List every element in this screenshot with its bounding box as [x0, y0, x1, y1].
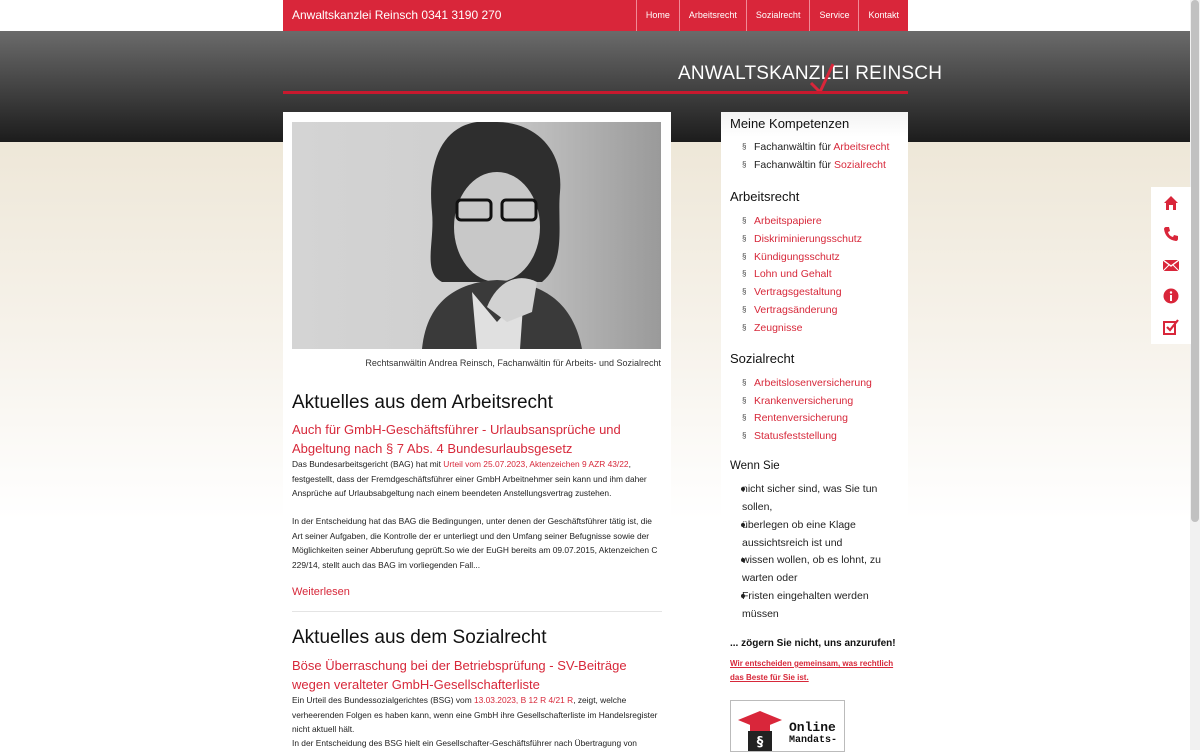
badge-line-1: Online — [789, 720, 836, 735]
text-segment: Ein Urteil des Bundessozialgerichtes (BSG) vom — [292, 695, 474, 705]
paragraph-icon: § — [742, 305, 747, 314]
sidebar — [721, 112, 908, 750]
link-vertragsaenderung[interactable]: Vertragsänderung — [754, 304, 838, 316]
paragraph-icon: § — [742, 252, 747, 261]
text-segment: Fachanwältin für — [754, 159, 834, 171]
online-mandate-badge[interactable] — [730, 700, 845, 752]
bullet-text: nicht sicher sind, was Sie tun sollen, — [742, 483, 878, 513]
paragraph-icon: § — [742, 269, 747, 278]
paragraph-icon: § — [742, 160, 747, 169]
home-icon[interactable] — [1163, 195, 1179, 211]
section-heading-sozialrecht: Aktuelles aus dem Sozialrecht — [292, 627, 547, 648]
link-kuendigungsschutz[interactable]: Kündigungsschutz — [754, 251, 840, 263]
phone-icon[interactable] — [1163, 226, 1179, 242]
call-to-action: ... zögern Sie nicht, uns anzurufen! — [730, 638, 896, 649]
read-more-link[interactable]: Weiterlesen — [292, 586, 350, 598]
bullet-text: wissen wollen, ob es lohnt, zu warten oder — [742, 554, 881, 584]
sidebar-title-arbeitsrecht: Arbeitsrecht — [730, 189, 800, 204]
graduation-cap-icon — [736, 709, 784, 751]
competence-link-sozialrecht[interactable]: Sozialrecht — [833, 159, 886, 171]
paragraph-icon: § — [742, 142, 747, 151]
link-zeugnisse[interactable]: Zeugnisse — [754, 322, 803, 334]
paragraph-icon: § — [742, 378, 747, 387]
ruling-link-1[interactable]: Urteil vom 25.07.2023, Aktenzeichen 9 AZR 43/22 — [443, 459, 629, 469]
paragraph-icon: § — [742, 431, 747, 440]
nav-sozialrecht[interactable]: Sozialrecht — [746, 0, 810, 31]
article-paragraph-2b: In der Entscheidung des BSG hielt ein Gesellschafter-Geschäftsführer nach Übertragung von — [292, 738, 637, 748]
bullet-item — [742, 516, 902, 552]
divider — [292, 611, 662, 612]
badge-line-2: Mandats- — [789, 735, 838, 746]
paragraph-icon: § — [742, 234, 747, 243]
paragraph-icon: § — [742, 287, 747, 296]
ruling-link-2[interactable]: 13.03.2023, B 12 R 4/21 R — [474, 695, 574, 705]
bullet-item — [742, 551, 902, 587]
logo[interactable]: ANWALTSKANZLEI REINSCH — [678, 63, 943, 84]
article-paragraph-1b: In der Entscheidung hat das BAG die Bedingungen, unter denen der Geschäftsführer tätig ist, die Art seiner Aufgaben, die Kontrolle der er unterliegt und den Umfang seiner Befugnisse sowie der Möglichkeiten seiner Abberufung geprüft.So wie der EuGH bereits am 09.07.2015, Aktenzeichen C 229/14, stellt auch das BAG im vorliegenden Fall... — [292, 516, 658, 570]
portrait-caption: Rechtsanwältin Andrea Reinsch, Fachanwältin für Arbeits- und Sozialrecht — [365, 358, 661, 368]
scrollbar-thumb[interactable] — [1191, 0, 1199, 522]
nav-arbeitsrecht[interactable]: Arbeitsrecht — [679, 0, 746, 31]
link-vertragsgestaltung[interactable]: Vertragsgestaltung — [754, 286, 842, 298]
paragraph-icon: § — [742, 396, 747, 405]
sidebar-title-kompetenzen: Meine Kompetenzen — [730, 116, 850, 131]
info-icon[interactable] — [1163, 288, 1179, 304]
link-diskriminierungsschutz[interactable]: Diskriminierungsschutz — [754, 233, 862, 245]
main-content — [283, 112, 671, 750]
brand-phone-text[interactable]: Anwaltskanzlei Reinsch 0341 3190 270 — [292, 8, 502, 22]
mail-icon[interactable] — [1163, 257, 1179, 273]
paragraph-icon: § — [742, 323, 747, 332]
bullet-item — [742, 587, 902, 623]
link-arbeitspapiere[interactable]: Arbeitspapiere — [754, 215, 822, 227]
main-nav — [636, 0, 908, 31]
logo-check-icon — [809, 62, 834, 94]
badge-paragraph-glyph: § — [756, 735, 764, 750]
article-title-2[interactable]: Böse Überraschung bei der Betriebsprüfung - SV-Beiträge wegen veralteter GmbH-Gesellschafterliste — [292, 658, 627, 692]
link-statusfeststellung[interactable]: Statusfeststellung — [754, 430, 837, 442]
text-segment: , festgestellt, dass der Fremdgeschäftsführer einer GmbH Arbeitnehmer sein kann und ihm daher Ansprüche auf Urlaubsabgeltung nach einem beendeten Anstellungsvertrag zustehen. — [292, 459, 647, 498]
section-heading-arbeitsrecht: Aktuelles aus dem Arbeitsrecht — [292, 392, 553, 413]
article-paragraph-1a — [292, 457, 662, 501]
bullet-text: überlegen ob eine Klage aussichtsreich ist und — [742, 519, 856, 549]
competence-link-arbeitsrecht[interactable]: Arbeitsrecht — [833, 141, 890, 153]
nav-kontakt[interactable]: Kontakt — [858, 0, 908, 31]
sidebar-title-wenn-sie: Wenn Sie — [730, 460, 780, 472]
header-red-line — [283, 91, 908, 94]
link-rentenversicherung[interactable]: Rentenversicherung — [754, 412, 848, 424]
text-segment: , zeigt, welche verheerenden Folgen es haben kann, wenn eine GmbH ihre Gesellschafterliste im Handelsregister nicht aktuell hält. — [292, 695, 658, 734]
article-title-1[interactable]: Auch für GmbH-Geschäftsführer - Urlaubsansprüche und Abgeltung nach § 7 Abs. 4 Bundesurlaubsgesetz — [292, 422, 621, 456]
link-lohn-und-gehalt[interactable]: Lohn und Gehalt — [754, 268, 832, 280]
paragraph-icon: § — [742, 216, 747, 225]
text-segment: Fachanwältin für — [754, 141, 834, 153]
sidebar-title-sozialrecht: Sozialrecht — [730, 351, 795, 366]
link-krankenversicherung[interactable]: Krankenversicherung — [754, 395, 854, 407]
nav-home[interactable]: Home — [636, 0, 679, 31]
portrait-image — [292, 122, 661, 349]
nav-service[interactable]: Service — [809, 0, 858, 31]
checklist-icon[interactable] — [1163, 319, 1179, 335]
paragraph-icon: § — [742, 413, 747, 422]
article-paragraph-2a — [292, 693, 662, 737]
text-segment: Das Bundesarbeitsgericht (BAG) hat mit — [292, 459, 444, 469]
floating-icon-bar — [1151, 187, 1191, 344]
cta-link[interactable]: Wir entscheiden gemeinsam, was rechtlich das Beste für Sie ist. — [730, 659, 894, 682]
bullet-text: Fristen eingehalten werden müssen — [742, 590, 869, 620]
bullet-item — [742, 480, 902, 516]
link-arbeitslosenversicherung[interactable]: Arbeitslosenversicherung — [754, 377, 872, 389]
brand-bar — [283, 0, 908, 31]
